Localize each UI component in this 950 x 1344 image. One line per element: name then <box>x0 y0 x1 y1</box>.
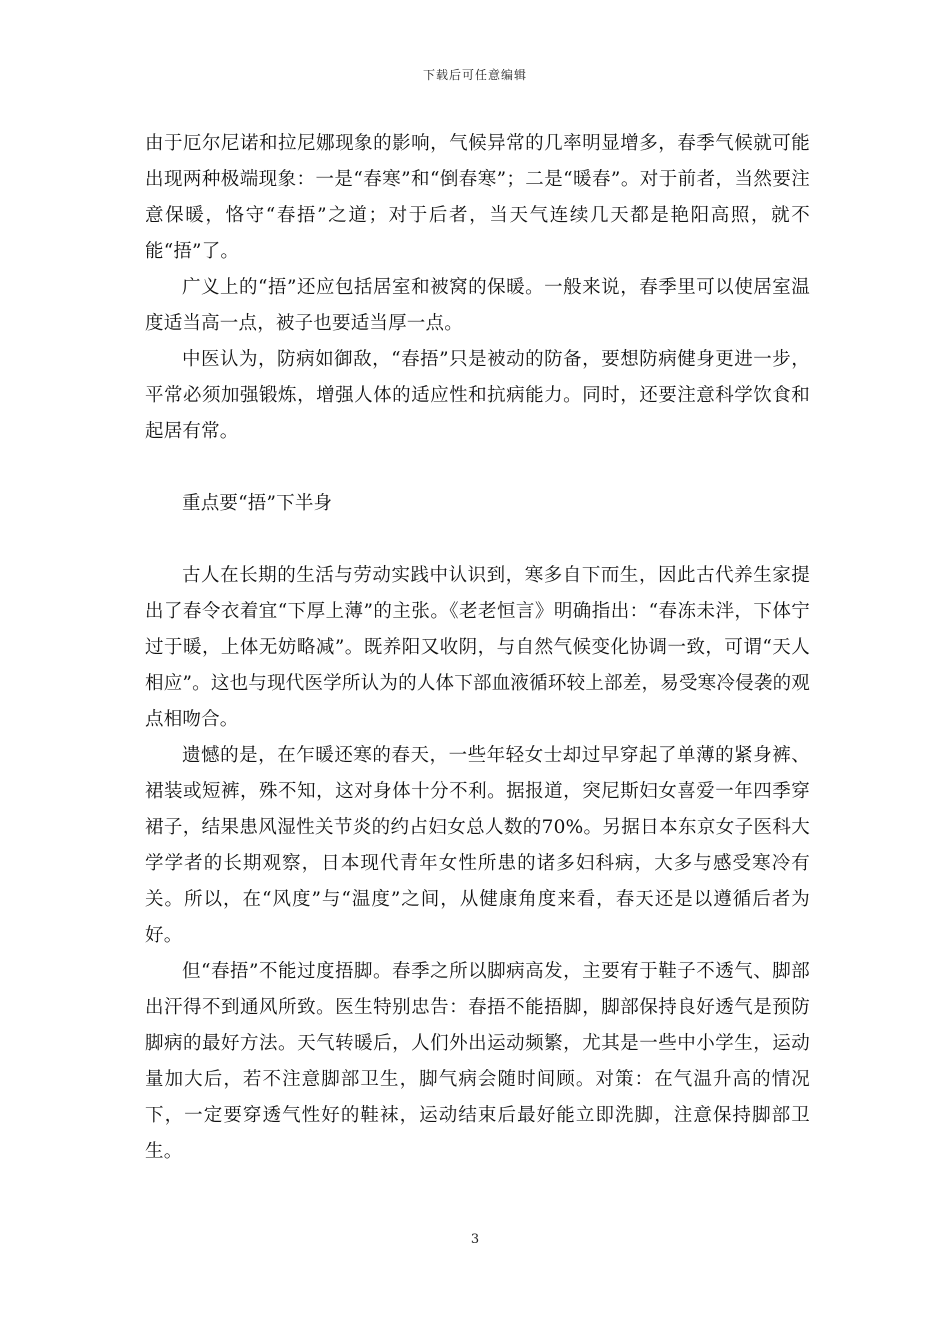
paragraph: 由于厄尔尼诺和拉尼娜现象的影响，气候异常的几率明显增多，春季气候就可能出现两种极端现象：一是“春寒”和“倒春寒”；二是“暖春”。对于前者，当然要注意保暖，恪守“春捂”之道；对于后者，当天气连续几天都是艳阳高照，就不能“捂”了。 <box>145 133 810 262</box>
page-header: 下载后可任意编辑 <box>422 68 527 82</box>
document-body <box>145 126 810 1170</box>
page-number: 3 <box>470 1232 480 1247</box>
section-heading: 重点要“捂”下半身 <box>182 493 333 514</box>
paragraph: 遗憾的是，在乍暖还寒的春天，一些年轻女士却过早穿起了单薄的紧身裤、裙装或短裤，殊不知，这对身体十分不利。据报道，突尼斯妇女喜爱一年四季穿裙子，结果患风湿性关节炎的约占妇女总人数的70%。另据日本东京女子医科大学学者的长期观察，日本现代青年女性所患的诸多妇科病，大多与感受寒冷有关。所以，在“风度”与“温度”之间，从健康角度来看，春天还是以遵循后者为好。 <box>145 745 810 946</box>
paragraph: 中医认为，防病如御敌，“春捂”只是被动的防备，要想防病健身更进一步，平常必须加强锻炼，增强人体的适应性和抗病能力。同时，还要注意科学饮食和起居有常。 <box>145 349 810 442</box>
paragraph: 但“春捂”不能过度捂脚。春季之所以脚病高发，主要宥于鞋子不透气、脚部出汗得不到通风所致。医生特别忠告：春捂不能捂脚，脚部保持良好透气是预防脚病的最好方法。天气转暖后，人们外出运动频繁，尤其是一些中小学生，运动量加大后，若不注意脚部卫生，脚气病会随时间顾。对策：在气温升高的情况下，一定要穿透气性好的鞋袜，运动结束后最好能立即洗脚，注意保持脚部卫生。 <box>145 961 810 1162</box>
paragraph: 古人在长期的生活与劳动实践中认识到，寒多自下而生，因此古代养生家提出了春令衣着宜“下厚上薄”的主张。《老老恒言》明确指出：“春冻未泮，下体宁过于暖，上体无妨略减”。既养阳又收阴，与自然气候变化协调一致，可谓“天人相应”。这也与现代医学所认为的人体下部血液循环较上部差，易受寒冷侵袭的观点相吻合。 <box>145 565 810 730</box>
paragraph: 广义上的“捂”还应包括居室和被窝的保暖。一般来说，春季里可以使居室温度适当高一点，被子也要适当厚一点。 <box>145 277 810 334</box>
